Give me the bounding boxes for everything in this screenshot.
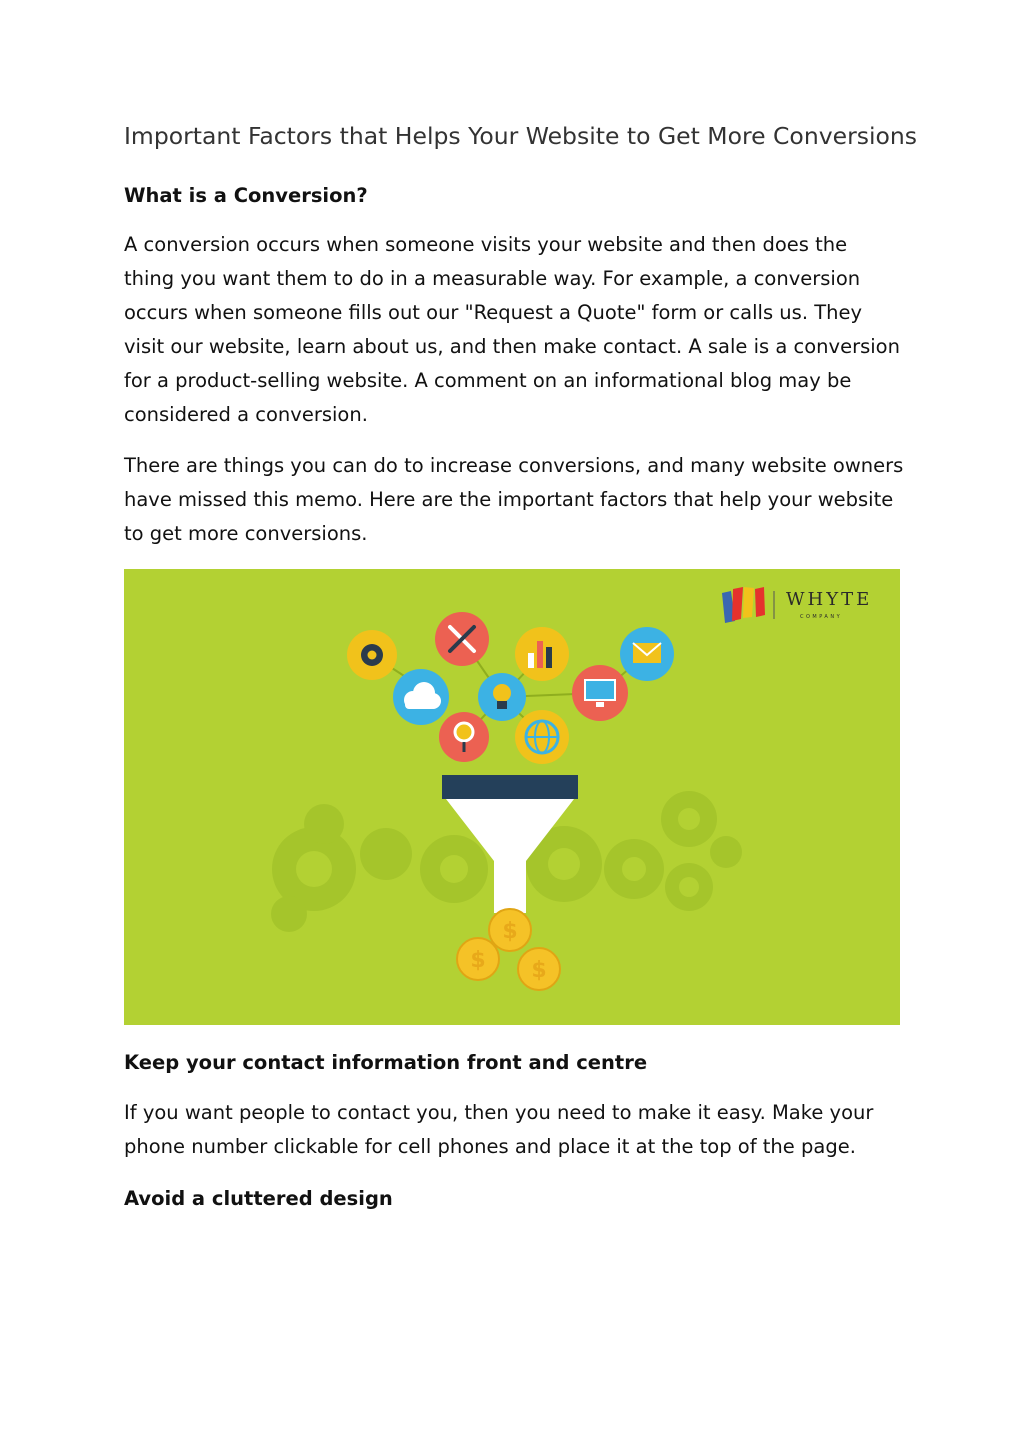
paragraph-increase-conversions: There are things you can do to increase conversions, and many website owners have missed this memo. Here are the important factors that help your website to get more conversions. — [124, 454, 904, 545]
paragraph-contact-info: If you want people to contact you, then you need to make it easy. Make your phone number clickable for cell phones and place it at the top of the page. — [124, 1101, 874, 1158]
section-heading-cluttered-design: Avoid a cluttered design — [124, 1187, 393, 1210]
gear-icon — [347, 630, 397, 680]
svg-text:COMPANY: COMPANY — [800, 614, 843, 620]
svg-text:WHYTE: WHYTE — [786, 589, 873, 610]
tools-icon — [435, 612, 489, 666]
coins-icon — [457, 909, 560, 990]
document-title: Important Factors that Helps Your Website to Get More Conversions — [124, 122, 918, 150]
svg-text:$: $ — [502, 919, 518, 944]
bar-chart-icon — [515, 627, 569, 681]
svg-text:$: $ — [531, 958, 547, 983]
whyte-company-logo — [722, 587, 872, 623]
section-heading-conversion: What is a Conversion? — [124, 184, 368, 207]
svg-text:$: $ — [470, 948, 486, 973]
magnifier-icon — [439, 712, 489, 762]
section-heading-contact-info: Keep your contact information front and centre — [124, 1051, 648, 1074]
paragraph-conversion-definition: A conversion occurs when someone visits your website and then does the thing you want them to do in a measurable way. For example, a conversion occurs when someone fills out our "Request a Quote" form or calls us. They visit our website, learn about us, and then make contact. A sale is a conversion for a product-selling website. A comment on an informational blog may be considered a conversion. — [124, 233, 900, 426]
monitor-icon — [572, 665, 628, 721]
conversion-funnel-illustration — [124, 569, 900, 1025]
mail-icon — [620, 627, 674, 681]
cloud-icon — [393, 669, 449, 725]
lightbulb-icon — [478, 673, 526, 721]
globe-icon — [515, 710, 569, 764]
